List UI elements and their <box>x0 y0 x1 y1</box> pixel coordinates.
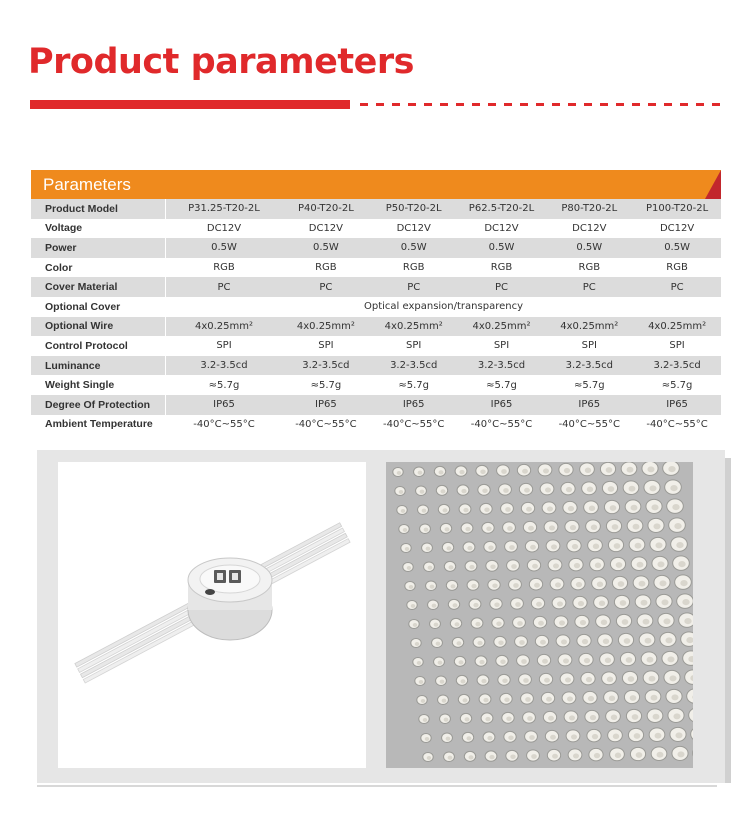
table-row <box>31 297 721 317</box>
row-value: RGB <box>402 262 425 274</box>
row-value: 3.2-3.5cd <box>302 360 350 372</box>
row-value: ≈5.7g <box>661 379 693 391</box>
row-value: PC <box>670 281 684 293</box>
led-pixel-module-icon <box>58 462 366 768</box>
row-label: Degree Of Protection <box>45 398 151 411</box>
row-value: RGB <box>578 262 601 274</box>
row-value: ≈5.7g <box>310 379 342 391</box>
row-value: PC <box>494 281 508 293</box>
led-curtain-grid-photo <box>386 462 693 768</box>
row-value: RGB <box>213 262 235 274</box>
table-row <box>31 238 721 258</box>
table-body <box>31 199 721 434</box>
row-value: RGB <box>666 262 688 274</box>
row-value: P40-T20-2L <box>297 203 354 215</box>
row-value: DC12V <box>206 222 242 234</box>
row-value: DC12V <box>396 222 431 234</box>
row-value: P31.25-T20-2L <box>188 203 260 215</box>
row-value: SPI <box>669 340 685 352</box>
table-row-product-model <box>31 199 721 219</box>
row-label: Optional Cover <box>45 300 121 313</box>
row-label: Power <box>45 241 77 254</box>
row-value: ≈5.7g <box>573 379 605 391</box>
row-label: Product Model <box>45 202 118 215</box>
table-row <box>31 375 721 395</box>
row-value: IP65 <box>315 399 337 411</box>
row-value: P100-T20-2L <box>645 203 709 215</box>
row-value: IP65 <box>490 399 513 411</box>
row-value: 3.2-3.5cd <box>390 360 438 372</box>
row-value: -40°C~55°C <box>193 418 255 430</box>
row-value: 4x0.25mm² <box>560 320 619 332</box>
row-value: PC <box>319 281 333 293</box>
row-label: Optional Wire <box>45 320 114 333</box>
row-value: 0.5W <box>488 242 515 254</box>
row-value: 4x0.25mm² <box>648 320 707 332</box>
title-underline-bar <box>30 100 350 109</box>
row-value: -40°C~55°C <box>295 418 357 430</box>
table-row <box>31 356 721 376</box>
page-title: Product parameters <box>28 42 414 82</box>
row-value: DC12V <box>572 222 607 234</box>
row-value: PC <box>582 281 596 293</box>
table-header <box>31 170 721 199</box>
row-value: SPI <box>406 340 422 352</box>
photo-frame-shadow <box>725 458 731 783</box>
row-value: 3.2-3.5cd <box>653 360 701 372</box>
row-label: Luminance <box>45 359 101 372</box>
row-value: ≈5.7g <box>486 379 517 391</box>
row-value: P50-T20-2L <box>385 203 442 215</box>
row-label: Voltage <box>45 222 83 235</box>
row-value: RGB <box>490 262 513 274</box>
row-value: 3.2-3.5cd <box>477 360 526 372</box>
table-row <box>31 395 721 415</box>
row-value: 0.5W <box>313 242 339 254</box>
product-photo-panel <box>386 462 693 768</box>
table-header-label: Parameters <box>43 175 131 194</box>
row-value: 4x0.25mm² <box>384 320 443 332</box>
header-corner-accent <box>705 170 721 199</box>
row-value: DC12V <box>484 222 519 234</box>
row-value: P80-T20-2L <box>561 203 618 215</box>
row-label: Control Protocol <box>45 339 128 352</box>
row-value: 3.2-3.5cd <box>565 360 613 372</box>
row-value: Optical expansion/transparency <box>363 301 523 313</box>
table-row <box>31 415 721 435</box>
row-value: PC <box>407 281 421 293</box>
table-row <box>31 277 721 297</box>
row-value: 0.5W <box>576 242 603 254</box>
table-row <box>31 219 721 239</box>
row-value: -40°C~55°C <box>382 418 445 430</box>
row-value: 0.5W <box>400 242 427 254</box>
product-image-panel <box>58 462 366 768</box>
row-value: RGB <box>315 262 337 274</box>
row-value: ≈5.7g <box>208 379 240 391</box>
row-value: 4x0.25mm² <box>472 320 531 332</box>
row-value: ≈5.7g <box>398 379 430 391</box>
parameters-table <box>31 170 721 434</box>
table-row <box>31 336 721 356</box>
table-row <box>31 317 721 337</box>
row-value: 4x0.25mm² <box>296 320 355 332</box>
row-value: IP65 <box>666 399 688 411</box>
row-value: PC <box>217 281 231 293</box>
row-label: Color <box>45 261 73 274</box>
bottom-divider <box>37 785 717 787</box>
row-value: SPI <box>216 340 232 352</box>
title-dashed-line <box>360 103 720 106</box>
row-value: 4x0.25mm² <box>194 320 254 332</box>
row-value: -40°C~55°C <box>646 418 708 430</box>
row-value: DC12V <box>659 222 695 234</box>
row-value: SPI <box>493 340 510 352</box>
row-value: 3.2-3.5cd <box>200 360 248 372</box>
row-value: IP65 <box>213 399 235 411</box>
row-value: 0.5W <box>664 242 690 254</box>
row-value: IP65 <box>402 399 425 411</box>
row-label: Cover Material <box>45 281 118 294</box>
row-value: P62.5-T20-2L <box>468 203 535 215</box>
row-value: SPI <box>318 340 334 352</box>
row-value: -40°C~55°C <box>558 418 620 430</box>
row-value: DC12V <box>308 222 344 234</box>
table-row <box>31 258 721 278</box>
row-value: -40°C~55°C <box>470 418 533 430</box>
row-value: SPI <box>581 340 597 352</box>
row-label: Ambient Temperature <box>45 418 153 431</box>
row-label: Weight Single <box>45 379 115 392</box>
row-value: 0.5W <box>211 242 237 254</box>
row-value: IP65 <box>578 399 601 411</box>
